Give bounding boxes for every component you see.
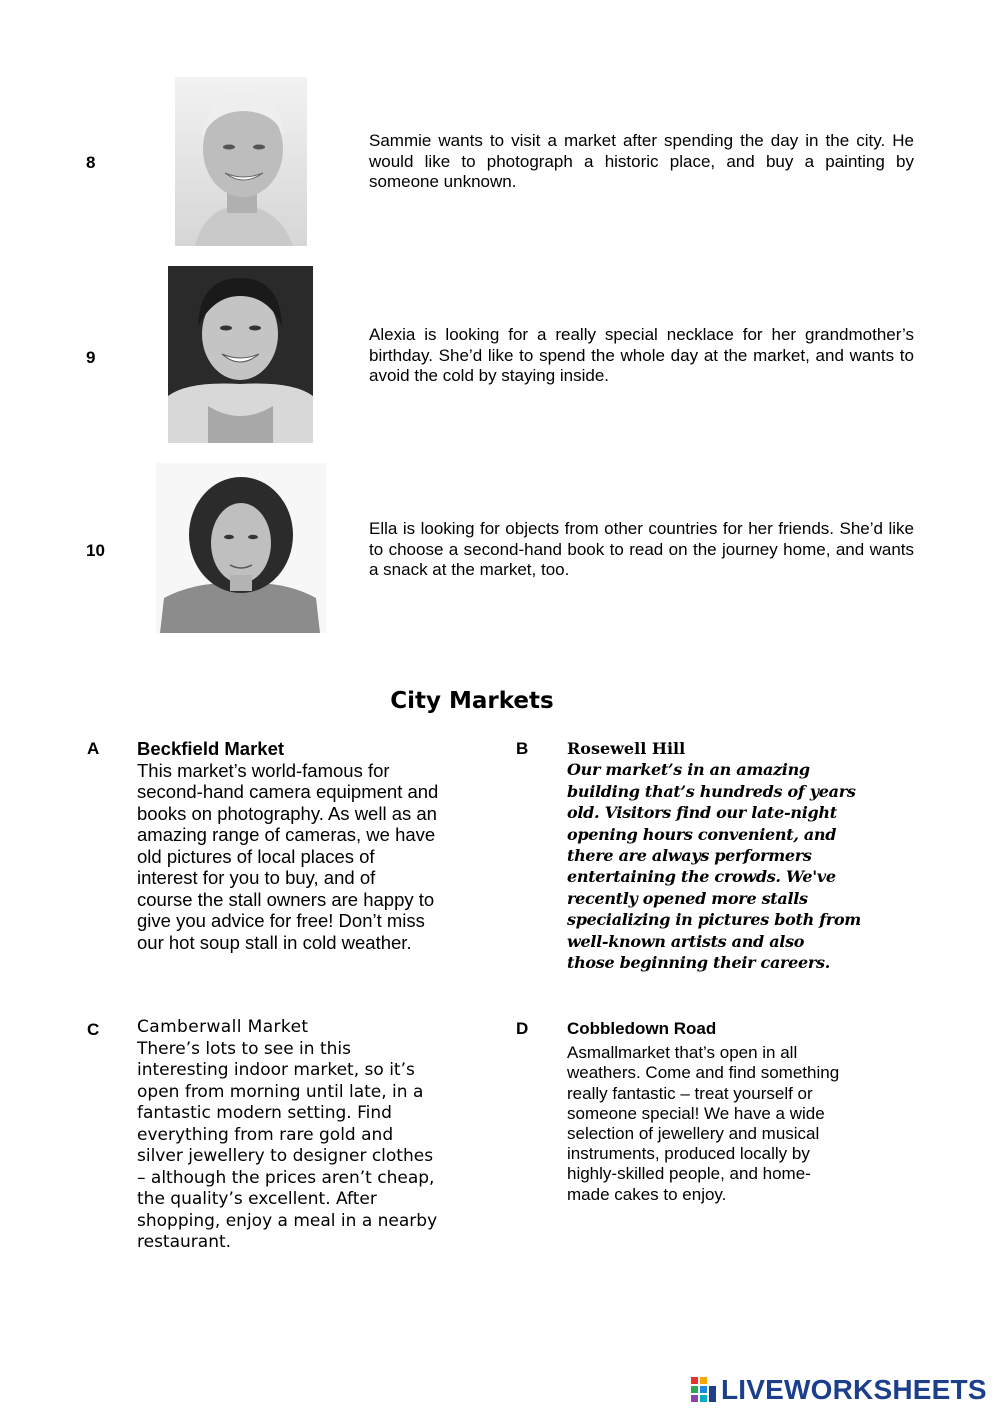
market-a-title: Beckfield Market: [137, 738, 285, 759]
ella-description: Ella is looking for objects from other countries for her friends. She’d like to choose a second-hand book to read on the journey home, and wants a snack at the market, too.: [369, 519, 914, 579]
market-b-text: Our market’s in an amazing building that’s hundreds of years old. Visitors find our late-night opening hours convenient, and there are always performers entertaining the crowds. We've recently opened more stalls specializing in pictures both from well-known artists and also those beginning their careers.: [567, 760, 861, 973]
question-number-9: 9: [86, 348, 96, 367]
market-c: [137, 1017, 457, 1254]
ella-photo: [156, 463, 326, 633]
market-letter-c: C: [87, 1020, 100, 1039]
liveworksheets-logo-icon: [691, 1377, 717, 1403]
question-number-8: 8: [86, 153, 96, 172]
market-letter-a: A: [87, 739, 100, 758]
question-number-10: 10: [86, 541, 105, 560]
market-a: [137, 738, 457, 953]
market-a-text: This market’s world-famous for second-hand camera equipment and books on photography. As well as an amazing range of cameras, we have old pictures of local places of interest for you to buy, and of course the stall owners are happy to give you advice for free! Don’t miss our hot soup stall in cold weather.: [137, 759, 439, 953]
liveworksheets-logo-text: LIVEWORKSHEETS: [721, 1374, 987, 1405]
market-d: [567, 1019, 877, 1205]
market-letter-d: D: [516, 1019, 529, 1038]
section-title: City Markets: [390, 688, 554, 714]
liveworksheets-logo: [691, 1375, 987, 1405]
alexia-photo: [168, 266, 313, 443]
sammie-description: Sammie wants to visit a market after spending the day in the city. He would like to photograph a historic place, and buy a painting by someone unknown.: [369, 131, 914, 191]
market-c-text: There’s lots to see in this interesting indoor market, so it’s open from morning until late, in a fantastic modern setting. Find everything from rare gold and silver jewellery to designer clothes – although the prices aren’t cheap, the quality’s excellent. After shopping, enjoy a meal in a nearby restaurant.: [137, 1038, 438, 1252]
sammie-photo: [175, 77, 307, 246]
market-c-title: Camberwall Market: [137, 1017, 309, 1037]
market-d-text: Asmallmarket that’s open in all weathers. Come and find something really fantastic – treat yourself or someone special! We have a wide selection of jewellery and musical instruments, produced locally by highly-skilled people, and home- made cakes to enjoy.: [567, 1043, 840, 1204]
alexia-description: Alexia is looking for a really special necklace for her grandmother’s birthday. She’d like to spend the whole day at the market, and wants to avoid the cold by staying inside.: [369, 325, 914, 385]
market-letter-b: B: [516, 739, 529, 758]
market-d-title: Cobbledown Road: [567, 1019, 717, 1038]
market-b: [567, 738, 887, 973]
market-b-title: Rosewell Hill: [567, 739, 686, 758]
